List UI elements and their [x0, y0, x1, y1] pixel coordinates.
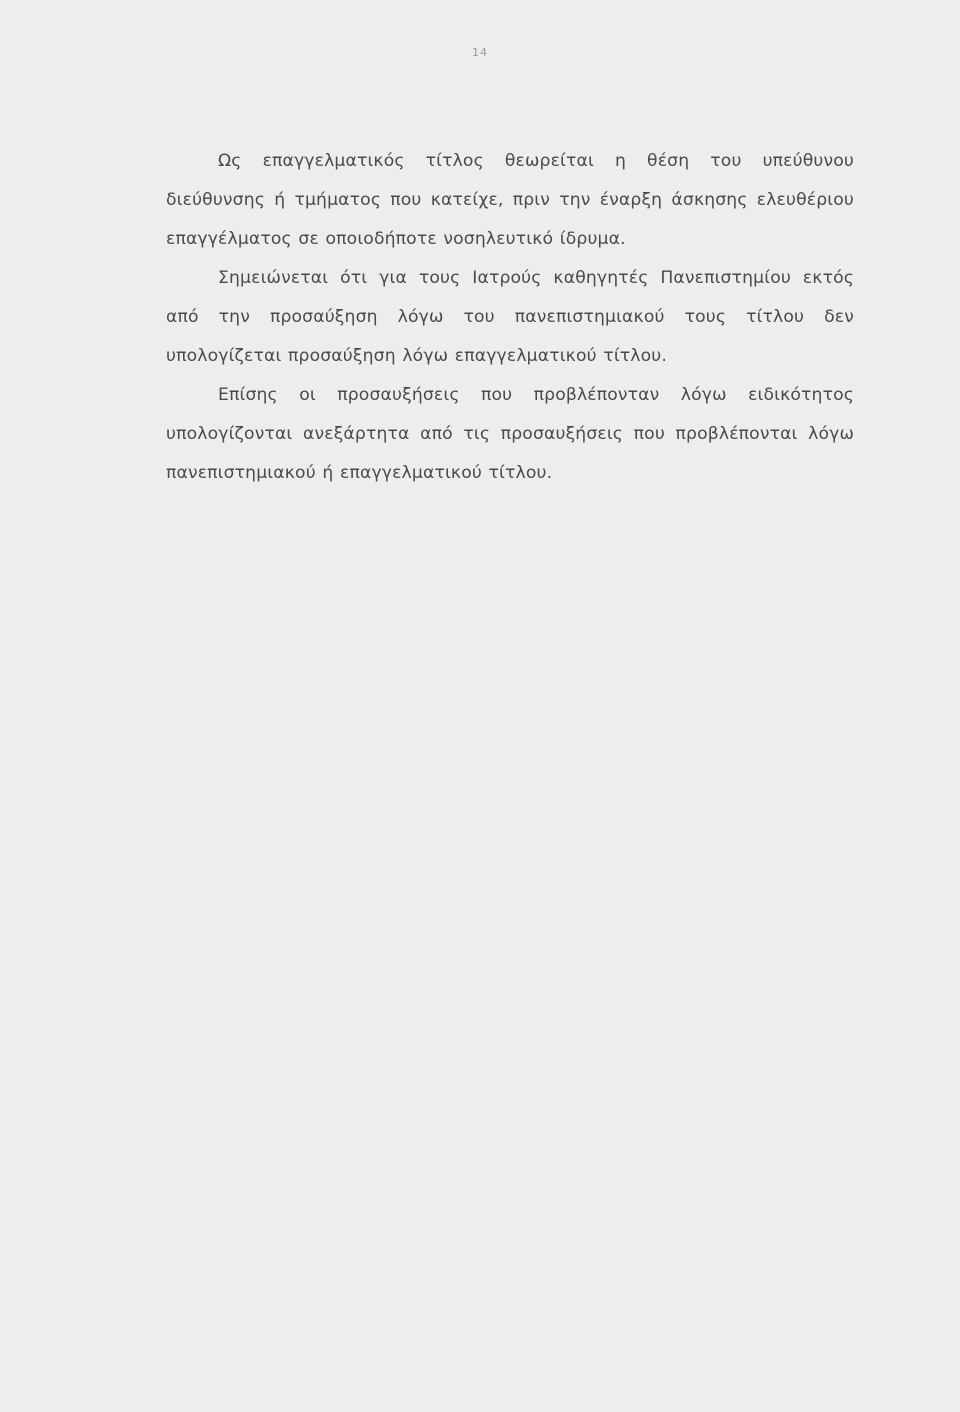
paragraph-specialty-increments: Επίσης οι προσαυξήσεις που προβλέπονταν λόγω ειδικότητος υπολογίζονται ανεξάρτητα από τις προσαυξήσεις που προβλέπονται λόγω πανεπιστημιακού ή επαγγελματικού τίτλου. [166, 385, 854, 483]
paragraph-professional-title: Ως επαγγελματικός τίτλος θεωρείται η θέση του υπεύθυνου διεύθυνσης ή τμήματος που κατείχε, πριν την έναρξη άσκησης ελευθέριου επαγγέλματος σε οποιοδήποτε νοσηλευτικό ίδρυμα. [166, 151, 854, 249]
paragraph-university-professors: Σημειώνεται ότι για τους Ιατρούς καθηγητές Πανεπιστημίου εκτός από την προσαύξηση λόγω του πανεπιστημιακού τους τίτλου δεν υπολογίζεται προσαύξηση λόγω επαγγελματικού τίτλου. [166, 268, 854, 366]
page-number: 14 [472, 46, 488, 59]
document-body [166, 142, 854, 493]
